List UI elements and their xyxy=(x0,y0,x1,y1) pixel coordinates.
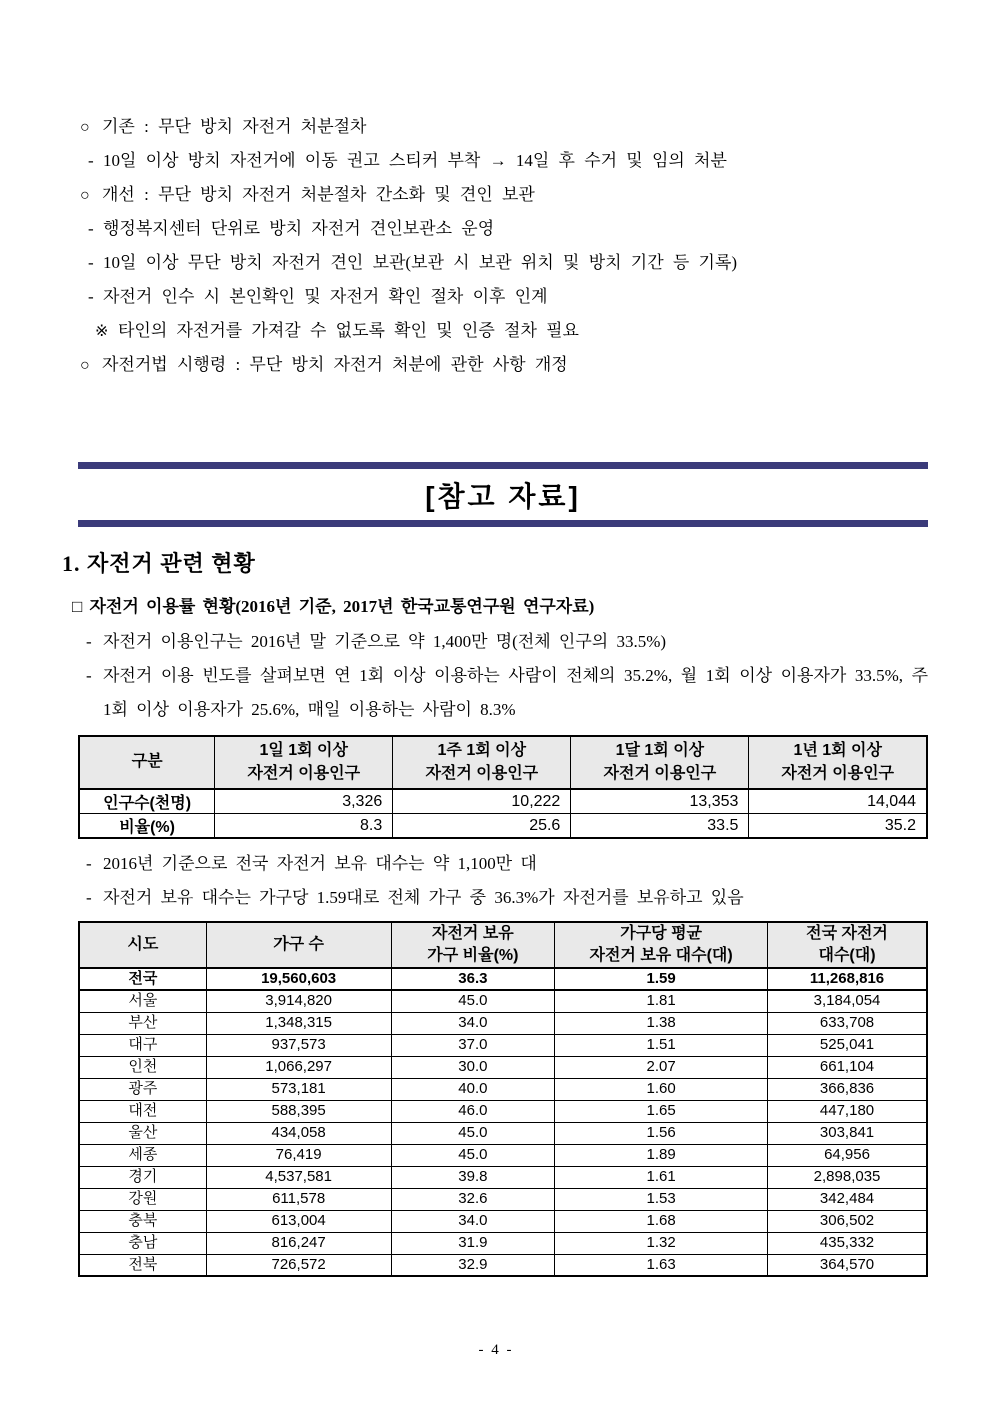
ownership-cell: 588,395 xyxy=(206,1100,391,1122)
ownership-cell: 37.0 xyxy=(391,1034,555,1056)
bullet-item xyxy=(78,178,928,212)
header-label: 전국 자전거 xyxy=(806,925,888,942)
ownership-cell: 1.59 xyxy=(555,968,768,990)
ownership-cell: 34.0 xyxy=(391,1210,555,1232)
dash-bullet-marker: - xyxy=(86,666,92,685)
note-text: 자전거 이용인구는 2016년 말 기준으로 약 1,400만 명(전체 인구의 33.5%) xyxy=(103,632,667,651)
header-label: 1일 1회 이상 xyxy=(259,742,348,760)
ownership-cell: 1.81 xyxy=(555,990,768,1012)
usage-header-cell xyxy=(215,736,393,789)
dash-bullet-marker: - xyxy=(86,632,92,651)
usage-value-cell: 8.3 xyxy=(215,814,393,839)
ownership-cell: 1.38 xyxy=(555,1012,768,1034)
ownership-cell: 937,573 xyxy=(206,1034,391,1056)
page-number: - 4 - xyxy=(478,1342,514,1358)
header-label: 자전거 이용인구 xyxy=(603,764,717,782)
bullet-item xyxy=(78,348,928,382)
ownership-cell: 2.07 xyxy=(555,1056,768,1078)
bullet-text: 개선 : 무단 방치 자전거 처분절차 간소화 및 견인 보관 xyxy=(102,185,535,204)
ownership-cell: 633,708 xyxy=(768,1012,927,1034)
ownership-cell: 1.56 xyxy=(555,1122,768,1144)
ownership-cell: 661,104 xyxy=(768,1056,927,1078)
table-row xyxy=(79,814,927,839)
dash-bullet-marker: - xyxy=(86,888,92,907)
circle-bullet-marker: ○ xyxy=(80,119,90,136)
usage-value-cell: 10,222 xyxy=(393,789,571,814)
ownership-cell: 303,841 xyxy=(768,1122,927,1144)
bullet-item xyxy=(88,280,928,314)
dash-bullet-marker: - xyxy=(86,854,92,873)
bullet-item xyxy=(95,314,928,348)
table-row xyxy=(79,1254,927,1276)
subsection-heading: □ 자전거 이용률 현황(2016년 기준, 2017년 한국교통연구원 연구자료) xyxy=(72,597,595,616)
usage-value-cell: 13,353 xyxy=(571,789,749,814)
usage-header-cell xyxy=(393,736,571,789)
ownership-cell: 1,066,297 xyxy=(206,1056,391,1078)
ownership-cell: 342,484 xyxy=(768,1188,927,1210)
usage-header-row xyxy=(79,736,927,789)
ownership-cell: 19,560,603 xyxy=(206,968,391,990)
ownership-cell: 전국 xyxy=(79,968,206,990)
banner-rule-bottom xyxy=(78,520,928,527)
ownership-cell: 40.0 xyxy=(391,1078,555,1100)
header-label: 가구당 평균 xyxy=(620,925,702,942)
ownership-cell: 1.89 xyxy=(555,1144,768,1166)
ownership-cell: 4,537,581 xyxy=(206,1166,391,1188)
ownership-cell: 2,898,035 xyxy=(768,1166,927,1188)
bullet-item xyxy=(88,212,928,246)
ownership-cell: 전북 xyxy=(79,1254,206,1276)
section-heading: 1. 자전거 관련 현황 xyxy=(62,551,256,576)
ownership-cell: 1.63 xyxy=(555,1254,768,1276)
bullet-text: 행정복지센터 단위로 방치 자전거 견인보관소 운영 xyxy=(103,219,495,238)
note-text: 2016년 기준으로 전국 자전거 보유 대수는 약 1,100만 대 xyxy=(103,854,537,873)
table-row xyxy=(79,990,927,1012)
ownership-header-cell xyxy=(79,922,206,968)
dash-bullet-marker: - xyxy=(88,287,94,306)
usage-value-cell: 35.2 xyxy=(749,814,927,839)
ownership-header-row xyxy=(79,922,927,968)
ownership-cell: 726,572 xyxy=(206,1254,391,1276)
ownership-cell: 435,332 xyxy=(768,1232,927,1254)
usage-row-label: 비율(%) xyxy=(79,814,215,839)
table-row xyxy=(79,1100,927,1122)
ownership-cell: 강원 xyxy=(79,1188,206,1210)
header-label: 자전거 이용인구 xyxy=(781,764,895,782)
reference-banner xyxy=(78,462,928,527)
ownership-cell: 34.0 xyxy=(391,1012,555,1034)
ownership-cell: 45.0 xyxy=(391,1144,555,1166)
bullet-text: 10일 이상 방치 자전거에 이동 권고 스티커 부착 → 14일 후 수거 및 임의 처분 xyxy=(103,151,727,170)
ownership-cell: 32.6 xyxy=(391,1188,555,1210)
ownership-header-cell xyxy=(555,922,768,968)
ownership-cell: 세종 xyxy=(79,1144,206,1166)
banner-rule-top xyxy=(78,462,928,469)
header-label: 1달 1회 이상 xyxy=(615,742,705,760)
usage-header-cell xyxy=(79,736,215,789)
note-line xyxy=(86,625,928,659)
ownership-cell: 3,914,820 xyxy=(206,990,391,1012)
policy-bullet-list xyxy=(78,0,928,382)
ownership-cell: 대구 xyxy=(79,1034,206,1056)
ownership-cell: 39.8 xyxy=(391,1166,555,1188)
ownership-cell: 525,041 xyxy=(768,1034,927,1056)
ownership-cell: 366,836 xyxy=(768,1078,927,1100)
circle-bullet-marker: ○ xyxy=(80,357,90,374)
table-row xyxy=(79,1056,927,1078)
circle-bullet-marker: ○ xyxy=(80,187,90,204)
table-row xyxy=(79,1210,927,1232)
ownership-header-cell xyxy=(768,922,927,968)
ownership-cell: 인천 xyxy=(79,1056,206,1078)
ownership-cell: 64,956 xyxy=(768,1144,927,1166)
usage-table xyxy=(78,735,928,839)
ownership-cell: 3,184,054 xyxy=(768,990,927,1012)
usage-value-cell: 25.6 xyxy=(393,814,571,839)
table-row xyxy=(79,1166,927,1188)
dash-bullet-marker: - xyxy=(88,151,94,170)
header-label: 가구 비율(%) xyxy=(427,947,519,965)
ownership-cell: 31.9 xyxy=(391,1232,555,1254)
header-label: 구분 xyxy=(131,753,163,771)
ownership-cell: 32.9 xyxy=(391,1254,555,1276)
table-row xyxy=(79,1232,927,1254)
table-row xyxy=(79,1012,927,1034)
table-row xyxy=(79,1122,927,1144)
ownership-cell: 434,058 xyxy=(206,1122,391,1144)
ownership-cell: 36.3 xyxy=(391,968,555,990)
ownership-cell: 1.60 xyxy=(555,1078,768,1100)
table-row xyxy=(79,1034,927,1056)
note-text: 자전거 이용 빈도를 살펴보면 연 1회 이상 이용하는 사람이 전체의 35.2%, 월 1회 이상 이용자가 33.5%, 주 1회 이상 이용자가 25.6%, 매일 이용하는 사람이 8.3% xyxy=(103,666,928,719)
ownership-cell: 1,348,315 xyxy=(206,1012,391,1034)
ownership-cell: 1.53 xyxy=(555,1188,768,1210)
bullet-text: 기존 : 무단 방치 자전거 처분절차 xyxy=(102,117,367,136)
ownership-cell: 광주 xyxy=(79,1078,206,1100)
header-label: 대수(대) xyxy=(818,947,876,965)
ownership-cell: 1.61 xyxy=(555,1166,768,1188)
header-label: 자전거 이용인구 xyxy=(247,764,361,782)
ownership-notes xyxy=(78,847,928,915)
ownership-cell: 충남 xyxy=(79,1232,206,1254)
ownership-cell: 611,578 xyxy=(206,1188,391,1210)
ownership-header-cell xyxy=(391,922,555,968)
ownership-cell: 447,180 xyxy=(768,1100,927,1122)
usage-value-cell: 33.5 xyxy=(571,814,749,839)
ownership-cell: 1.32 xyxy=(555,1232,768,1254)
bullet-text: 타인의 자전거를 가져갈 수 없도록 확인 및 인증 절차 필요 xyxy=(118,321,579,340)
ownership-total-row xyxy=(79,968,927,990)
ownership-table xyxy=(78,921,928,1277)
bullet-text: 자전거 인수 시 본인확인 및 자전거 확인 절차 이후 인계 xyxy=(103,287,548,306)
usage-header-cell xyxy=(571,736,749,789)
ownership-cell: 306,502 xyxy=(768,1210,927,1232)
usage-header-cell xyxy=(749,736,927,789)
ownership-cell: 11,268,816 xyxy=(768,968,927,990)
reference-banner-title: [참고 자료] xyxy=(425,481,581,512)
note-text: 자전거 보유 대수는 가구당 1.59대로 전체 가구 중 36.3%가 자전거를 보유하고 있음 xyxy=(103,888,744,907)
ownership-cell: 충북 xyxy=(79,1210,206,1232)
bullet-item xyxy=(88,144,928,178)
header-label: 1년 1회 이상 xyxy=(793,742,882,760)
ownership-cell: 364,570 xyxy=(768,1254,927,1276)
ownership-cell: 1.65 xyxy=(555,1100,768,1122)
ownership-cell: 573,181 xyxy=(206,1078,391,1100)
usage-row-label: 인구수(천명) xyxy=(79,789,215,814)
header-label: 1주 1회 이상 xyxy=(437,742,527,760)
reference-mark: ※ xyxy=(95,323,109,340)
usage-value-cell: 14,044 xyxy=(749,789,927,814)
note-line xyxy=(86,881,928,915)
ownership-cell: 816,247 xyxy=(206,1232,391,1254)
bullet-text: 10일 이상 무단 방치 자전거 견인 보관(보관 시 보관 위치 및 방치 기간 등 기록) xyxy=(103,253,738,272)
usage-value-cell: 3,326 xyxy=(215,789,393,814)
header-label: 자전거 보유 xyxy=(432,925,514,942)
ownership-cell: 46.0 xyxy=(391,1100,555,1122)
ownership-cell: 76,419 xyxy=(206,1144,391,1166)
note-line xyxy=(86,659,928,727)
bullet-text: 자전거법 시행령 : 무단 방치 자전거 처분에 관한 사항 개정 xyxy=(102,355,568,374)
ownership-cell: 대전 xyxy=(79,1100,206,1122)
bullet-item xyxy=(88,246,928,280)
table-row xyxy=(79,1078,927,1100)
bullet-item xyxy=(78,110,928,144)
header-label: 가구 수 xyxy=(273,936,325,954)
header-label: 시도 xyxy=(127,936,159,954)
header-label: 자전거 보유 대수(대) xyxy=(589,947,733,965)
ownership-header-cell xyxy=(206,922,391,968)
dash-bullet-marker: - xyxy=(88,219,94,238)
ownership-cell: 613,004 xyxy=(206,1210,391,1232)
usage-notes xyxy=(78,625,928,727)
dash-bullet-marker: - xyxy=(88,253,94,272)
ownership-cell: 부산 xyxy=(79,1012,206,1034)
ownership-cell: 45.0 xyxy=(391,990,555,1012)
table-row xyxy=(79,789,927,814)
ownership-cell: 45.0 xyxy=(391,1122,555,1144)
ownership-cell: 1.51 xyxy=(555,1034,768,1056)
ownership-cell: 1.68 xyxy=(555,1210,768,1232)
ownership-cell: 울산 xyxy=(79,1122,206,1144)
table-row xyxy=(79,1188,927,1210)
note-line xyxy=(86,847,928,881)
header-label: 자전거 이용인구 xyxy=(425,764,539,782)
table-row xyxy=(79,1144,927,1166)
ownership-cell: 경기 xyxy=(79,1166,206,1188)
ownership-cell: 30.0 xyxy=(391,1056,555,1078)
ownership-cell: 서울 xyxy=(79,990,206,1012)
